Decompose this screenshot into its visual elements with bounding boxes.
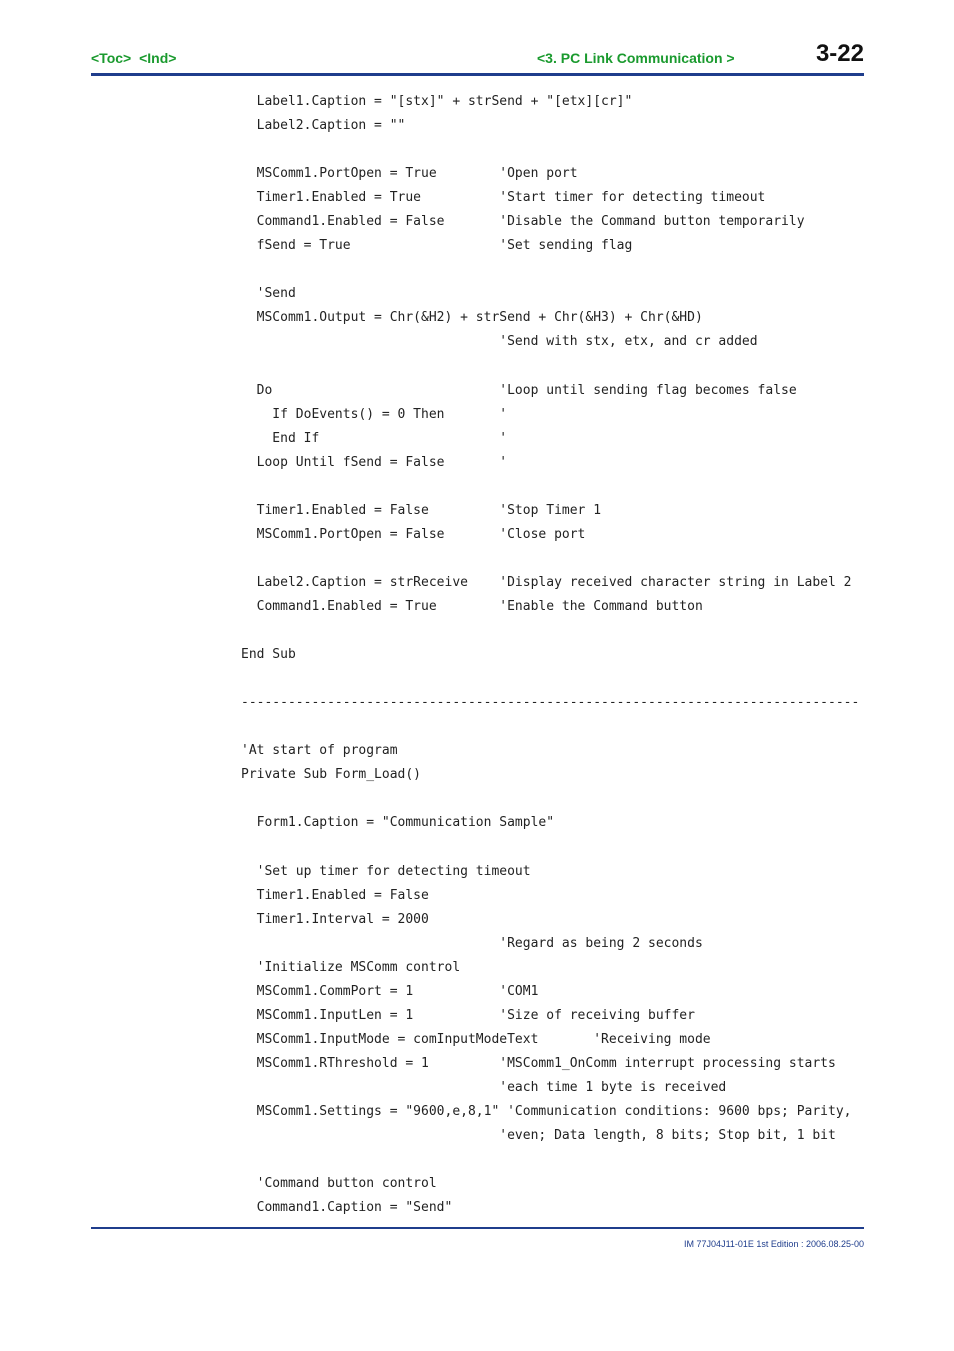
footer-edition: IM 77J04J11-01E 1st Edition : 2006.08.25-00 [684,1239,864,1249]
code-line: 'Set up timer for detecting timeout [241,863,531,879]
code-line: Timer1.Enabled = False [241,887,429,903]
code-line [241,787,859,811]
code-line: Timer1.Enabled = True 'Start timer for detecting timeout [241,190,766,206]
code-line: 'Initialize MSComm control [241,959,461,975]
code-line: Command1.Enabled = True 'Enable the Command button [241,598,703,614]
code-line: Label2.Caption = strReceive 'Display received character string in Label 2 [241,574,852,590]
page-number: 3-22 [815,40,864,67]
code-line: MSComm1.CommPort = 1 'COM1 [241,983,539,999]
code-line: End If ' [241,430,508,446]
code-line: MSComm1.InputLen = 1 'Size of receiving buffer [241,1007,695,1023]
code-line [241,619,859,643]
section-link[interactable]: <3. PC Link Communication > [537,50,735,66]
code-line: Private Sub Form_Load() [241,767,422,783]
code-line: MSComm1.PortOpen = False 'Close port [241,526,586,542]
code-line: Loop Until fSend = False ' [241,454,508,470]
code-line [241,475,859,499]
toc-link[interactable]: <Toc> [91,50,132,66]
code-line [241,715,859,739]
code-line: End Sub [241,647,296,663]
header-divider [91,73,864,76]
code-line [241,138,859,162]
code-line: fSend = True 'Set sending flag [241,238,633,254]
code-line: ------------------------------------------------------------------------------- [241,695,860,711]
code-line [241,355,859,379]
code-line [241,547,859,571]
code-line: 'Regard as being 2 seconds [241,935,703,951]
header-nav [91,50,180,66]
code-line: 'even; Data length, 8 bits; Stop bit, 1 bit [241,1128,836,1144]
code-listing [241,90,859,1220]
code-line [241,835,859,859]
code-line [241,1148,859,1172]
code-line: 'Send with stx, etx, and cr added [241,334,758,350]
code-line: Timer1.Enabled = False 'Stop Timer 1 [241,502,602,518]
code-line: If DoEvents() = 0 Then ' [241,406,508,422]
code-line: Label2.Caption = "" [241,118,406,134]
code-line: 'each time 1 byte is received [241,1079,727,1095]
code-line: Timer1.Interval = 2000 [241,911,429,927]
code-line [241,258,859,282]
index-link[interactable]: <Ind> [139,50,177,66]
code-line: MSComm1.Settings = "9600,e,8,1" 'Communication conditions: 9600 bps; Parity, [241,1103,852,1119]
code-line: Do 'Loop until sending flag becomes false [241,382,797,398]
code-line: MSComm1.PortOpen = True 'Open port [241,166,578,182]
code-line: MSComm1.Output = Chr(&H2) + strSend + Chr(&H3) + Chr(&HD) [241,310,703,326]
footer-divider [91,1227,864,1229]
code-line: 'At start of program [241,743,398,759]
code-line: MSComm1.InputMode = comInputModeText 'Receiving mode [241,1031,711,1047]
code-line: Command1.Caption = "Send" [241,1200,453,1216]
code-line: 'Send [241,286,296,302]
code-line [241,667,859,691]
code-line: MSComm1.RThreshold = 1 'MSComm1_OnComm interrupt processing starts [241,1055,836,1071]
code-line: Label1.Caption = "[stx]" + strSend + "[etx][cr]" [241,94,633,109]
code-line: Form1.Caption = "Communication Sample" [241,815,555,831]
code-line: Command1.Enabled = False 'Disable the Command button temporarily [241,214,805,230]
code-line: 'Command button control [241,1176,437,1192]
